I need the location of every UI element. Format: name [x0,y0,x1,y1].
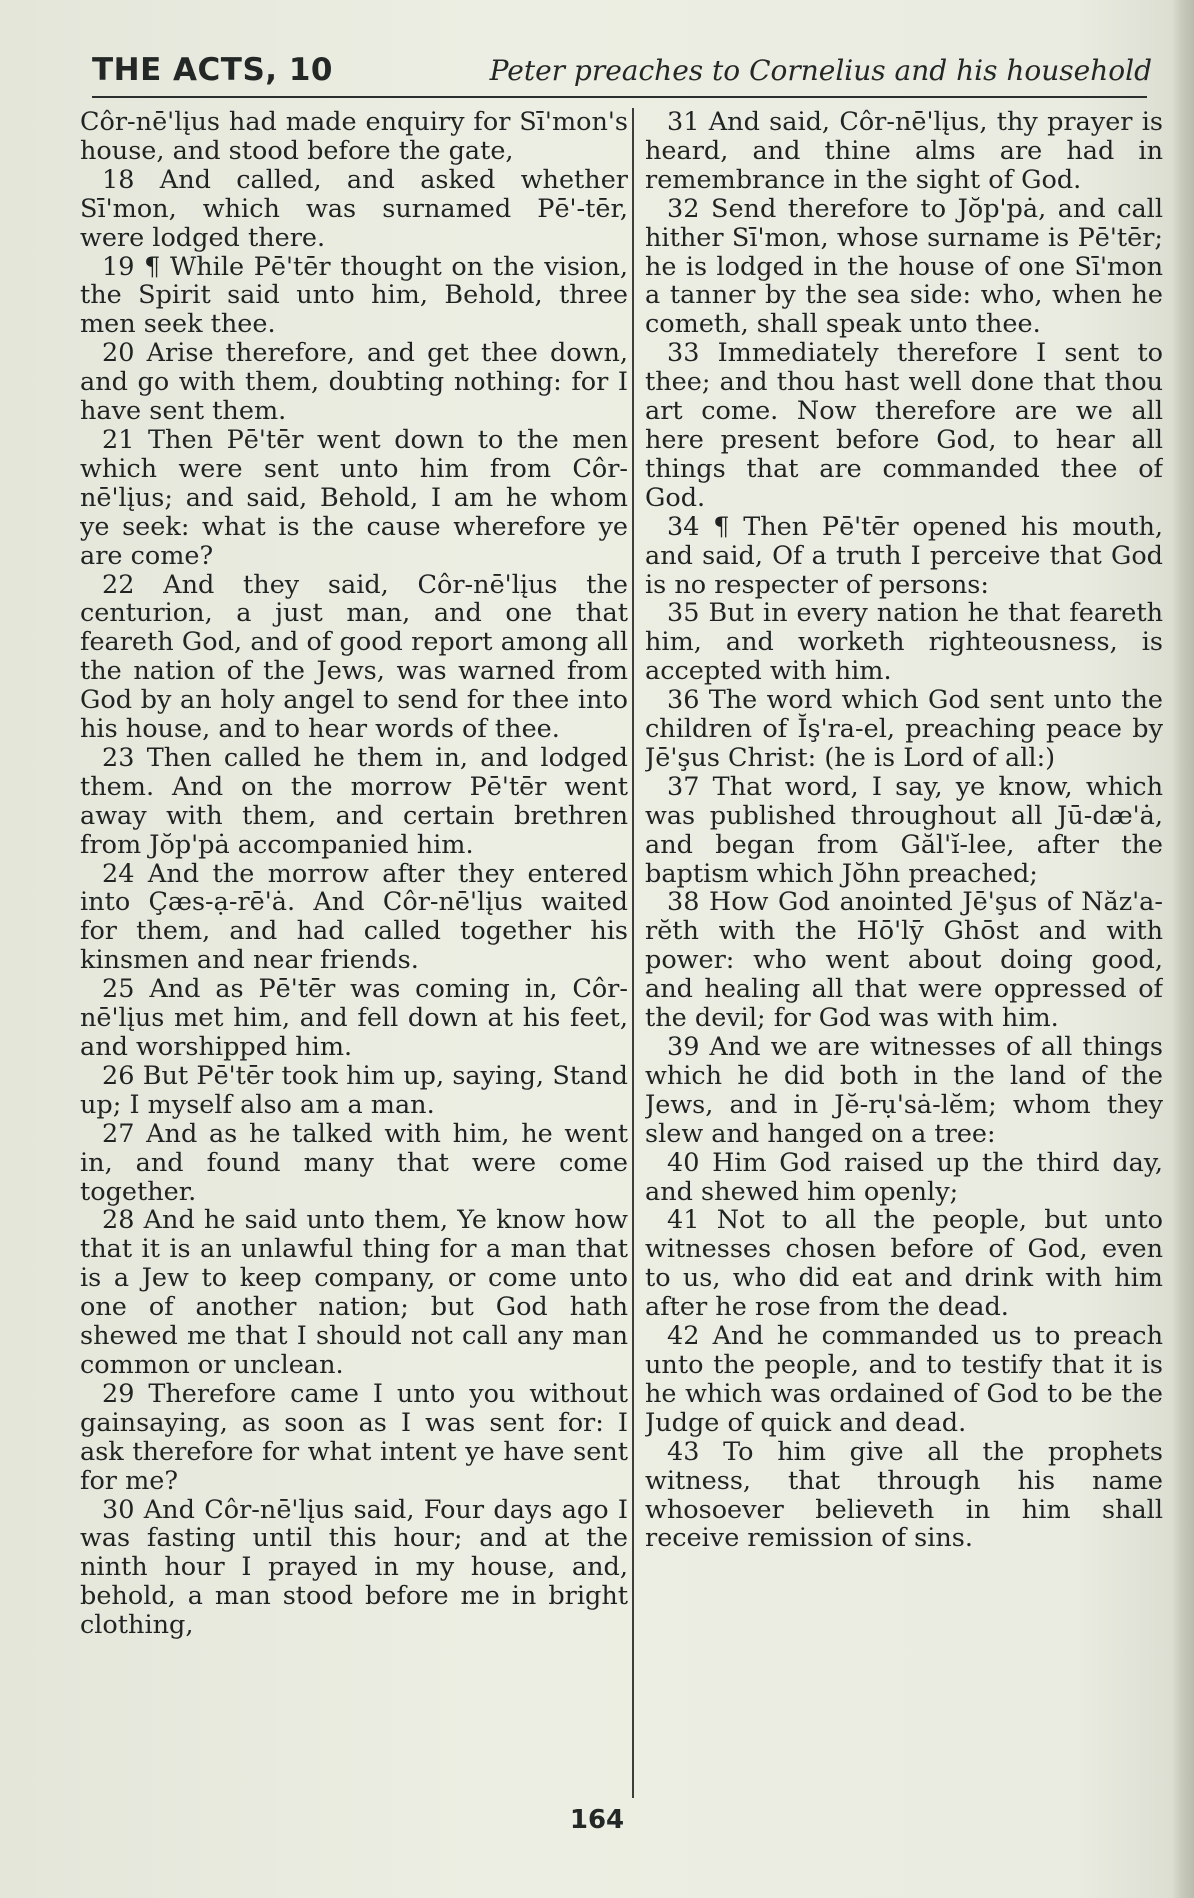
verse-text: 39 And we are witnesses of all things which he did both in the land of the Jews, and in Jĕ-rụ'sȧ-lĕm; whom they slew and hanged on a tree: [645,1032,1163,1149]
verse-text: 30 And Côr-nē'lįus said, Four days ago I was fasting until this hour; and at the ninth hour I prayed in my house, and, behold, a man stood before me in bright clothing, [80,1494,628,1641]
verse-text: 37 That word, I say, ye know, which was published throughout all Jū-dæ'ȧ, and began from Găl'ĭ-lee, after the baptism which Jŏhn preached; [645,771,1163,889]
verse-text: 25 And as Pē'tēr was coming in, Côr-nē'lįus met him, and fell down at his feet, and worshipped him. [80,974,628,1062]
running-header [92,50,1152,100]
column-divider [632,108,634,1798]
left-column [80,108,628,1808]
verse-text: 20 Arise therefore, and get thee down, and go with them, doubting nothing: for I have sent them. [80,338,628,427]
page-edge-shadow [1172,0,1194,1898]
verse-text: 35 But in every nation he that feareth him, and worketh righteousness, is accepted with him. [645,598,1163,687]
header-rule [92,96,1147,98]
verse-text: 33 Immediately therefore I sent to thee; and thou hast well done that thou art come. Now therefore are we all here present before God, to hear all things that are commanded thee of God. [645,338,1163,513]
verse-text: 38 How God anointed Jē'şus of Năz'a-rĕth with the Hō'lȳ Ghōst and with power: who went about doing good, and healing all that were oppressed of the devil; for God was with him. [645,887,1163,1034]
verse-text: 21 Then Pē'tēr went down to the men which were sent unto him from Côr-nē'lįus; and said, Behold, I am he whom ye seek: what is the cause wherefore ye are come? [80,424,628,571]
verse-text: 42 And he commanded us to preach unto the people, and to testify that it is he which was ordained of God to be the Judge of quick and dead. [645,1321,1163,1438]
verse-text: 31 And said, Côr-nē'lįus, thy prayer is heard, and thine alms are had in remembrance in the sight of God. [645,108,1163,195]
verse-text: 19 ¶ While Pē'tēr thought on the vision, the Spirit said unto him, Behold, three men seek thee. [80,251,628,340]
verse-text: 28 And he said unto them, Ye know how that it is an unlawful thing for a man that is a Jew to keep company, or come unto one of another nation; but God hath shewed me that I should not call any man common or unclean. [80,1205,628,1380]
verse-text: 24 And the morrow after they entered into Çæs-ạ-rē'ȧ. And Côr-nē'lįus waited for them, and had called together his kinsmen and near friends. [80,858,628,976]
book-chapter-title: THE ACTS, 10 [92,52,333,88]
verse-text: 40 Him God raised up the third day, and shewed him openly; [645,1147,1163,1207]
verse-text: 36 The word which God sent unto the children of Ĭş'ra-el, preaching peace by Jē'şus Christ: (he is Lord of all:) [645,685,1163,773]
verse-text: 43 To him give all the prophets witness, that through his name whosoever believeth in him shall receive remission of sins. [645,1436,1163,1554]
verse-text: 18 And called, and asked whether Sī'mon, which was surnamed Pē'-tēr, were lodged there. [80,164,628,253]
verse-text: 32 Send therefore to Jŏp'pȧ, and call hither Sī'mon, whose surname is Pē'tēr; he is lodged in the house of one Sī'mon a tanner by the sea side: who, when he cometh, shall speak unto thee. [645,193,1163,340]
section-heading: Peter preaches to Cornelius and his household [489,54,1152,87]
page-number: 164 [569,1805,625,1835]
verse-text: 22 And they said, Côr-nē'lįus the centurion, a just man, and one that feareth God, and of good report among all the nation of the Jews, was warned from God by an holy angel to send for thee into his house, and to hear words of thee. [80,569,628,745]
verse-text: 23 Then called he them in, and lodged them. And on the morrow Pē'tēr went away with them, and certain brethren from Jŏp'pȧ accompanied him. [80,742,628,860]
verse-text: 27 And as he talked with him, he went in, and found many that were come together. [80,1118,628,1207]
verse-text: 34 ¶ Then Pē'tēr opened his mouth, and said, Of a truth I perceive that God is no respecter of persons: [645,511,1163,600]
verse-text: 29 Therefore came I unto you without gainsaying, as soon as I was sent for: I ask therefore for what intent ye have sent for me? [80,1378,628,1496]
verse-text: 26 But Pē'tēr took him up, saying, Stand up; I myself also am a man. [80,1060,628,1120]
verse-text: 41 Not to all the people, but unto witnesses chosen before of God, even to us, who did eat and drink with him after he rose from the dead. [645,1205,1163,1323]
verse-text: Côr-nē'lįus had made enquiry for Sī'mon's house, and stood before the gate, [80,108,628,166]
right-column [645,108,1163,1808]
